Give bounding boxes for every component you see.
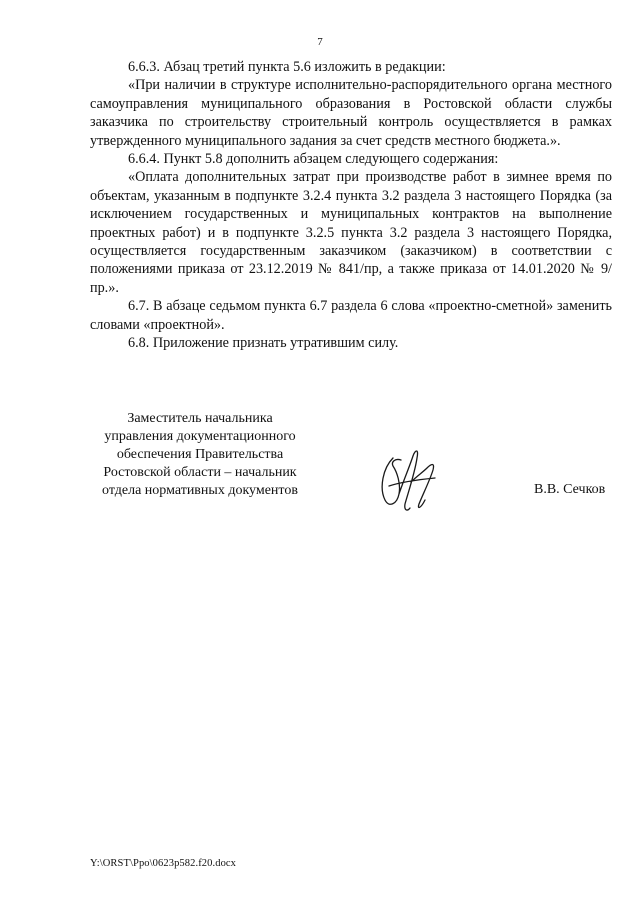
paragraph-quote-5-6: «При наличии в структуре исполнительно-распорядительного органа местного самоуправления муниципального образования в Ростовской области службы заказчика по строительству строительный контроль осуществляется в рамках утвержденного муниципального задания за счет средств местного бюджета.». (90, 77, 612, 149)
signatory-line: отдела нормативных документов (102, 483, 298, 498)
signatory-line: управления документационного (104, 429, 296, 444)
signatory-line: обеспечения Правительства (116, 447, 284, 462)
document-body (90, 58, 612, 353)
paragraph-6-6-3: 6.6.3. Абзац третий пункта 5.6 изложить в редакции: (128, 59, 446, 75)
paragraph-quote-5-8: «Оплата дополнительных затрат при производстве работ в зимнее время по объектам, указанным в подпункте 3.2.4 пункта 3.2 раздела 3 настоящего Порядка (за исключением государственных и муниципальных контрактов на выполнение проектных работ) и в подпункте 3.2.5 пункта 3.2 раздела 3 настоящего Порядка, осуществляется государственным заказчиком (заказчиком) в соответствии с положениями приказа от 23.12.2019 № 841/пр, а также приказа от 14.01.2020 № 9/пр.». (90, 169, 612, 296)
paragraph-6-6-4: 6.6.4. Пункт 5.8 дополнить абзацем следующего содержания: (128, 151, 499, 168)
handwritten-signature (375, 438, 445, 516)
signatory-name: В.В. Сечков (534, 482, 606, 497)
signatory-line: Ростовской области – начальник (103, 465, 297, 480)
page-number: 7 (317, 36, 323, 48)
paragraph-6-8: 6.8. Приложение признать утратившим силу. (128, 335, 399, 352)
signatory-line: Заместитель начальника (127, 411, 273, 426)
signatory-title (90, 410, 310, 500)
paragraph-6-7: 6.7. В абзаце седьмом пункта 6.7 раздела 6 слова «проектно-сметной» заменить словами «проектной». (90, 298, 612, 333)
file-path-footer: Y:\ORST\Ppo\0623p582.f20.docx (90, 858, 237, 869)
